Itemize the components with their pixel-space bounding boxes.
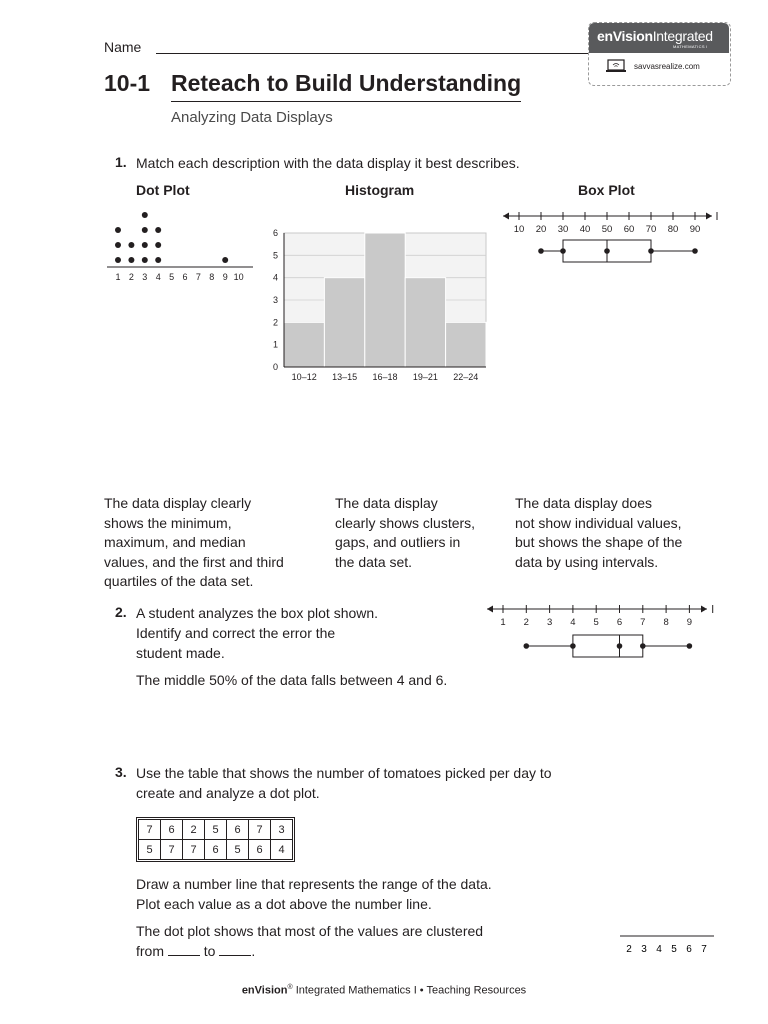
histogram-bar xyxy=(405,278,445,367)
histogram-x-tick-label: 10–12 xyxy=(291,372,317,382)
box-plot-point xyxy=(538,248,544,254)
box-plot-2-tick-label: 1 xyxy=(500,617,506,628)
histogram-y-tick-label: 1 xyxy=(272,339,278,350)
box-plot-2-tick-label: 4 xyxy=(570,617,576,628)
dot-plot-point xyxy=(128,257,134,263)
dot-plot-tick-label: 9 xyxy=(222,272,228,282)
dot-plot-point xyxy=(142,227,148,233)
box-plot-2-tick-label: 7 xyxy=(640,617,646,628)
box-plot-tick-label: 10 xyxy=(513,224,525,235)
box-plot-tick-label: 80 xyxy=(667,224,679,235)
histogram-bar xyxy=(284,322,324,367)
table-cell: 2 xyxy=(183,820,205,840)
histogram-bar xyxy=(446,322,486,367)
box-plot-2-point xyxy=(524,643,530,649)
histogram-y-tick-label: 6 xyxy=(272,228,278,238)
histogram-bar xyxy=(324,278,364,367)
box-plot-2-axis-arrow-left xyxy=(487,606,493,613)
lesson-number: 10-1 xyxy=(104,70,151,96)
box-plot-tick-label: 30 xyxy=(557,224,569,235)
table-cell: 6 xyxy=(161,820,183,840)
box-plot-tick-label: 70 xyxy=(645,224,657,235)
number-line-label: 3 xyxy=(641,944,647,955)
description-c: The data display does not show individual values, but shows the shape of the data by using intervals. xyxy=(515,495,683,570)
dot-plot-point xyxy=(115,242,121,248)
title-rule xyxy=(171,101,521,102)
box-plot-point xyxy=(648,248,654,254)
dot-plot-point xyxy=(222,257,228,263)
box-plot-2-point xyxy=(640,643,646,649)
dot-plot-point xyxy=(115,227,121,233)
table-cell: 6 xyxy=(227,820,249,840)
website-link[interactable]: savvasrealize.com xyxy=(634,62,700,71)
table-cell: 7 xyxy=(139,820,161,840)
page-footer: enVision® Integrated Mathematics I • Teaching Resources xyxy=(241,984,527,997)
table-cell: 5 xyxy=(227,840,249,860)
box-plot-2-box xyxy=(573,635,643,657)
dot-plot-tick-label: 2 xyxy=(128,272,134,282)
box-plot-title: Box Plot xyxy=(578,182,635,198)
box-plot-2-tick-label: 9 xyxy=(686,617,693,628)
table-cell: 5 xyxy=(205,820,227,840)
histogram-y-tick-label: 4 xyxy=(272,272,278,283)
question-3-cluster-statement: The dot plot shows that most of the values are clustered from to . xyxy=(136,923,484,959)
number-line-label: 4 xyxy=(656,944,662,955)
dot-plot-point xyxy=(115,257,121,263)
lesson-subtitle: Analyzing Data Displays xyxy=(171,109,333,126)
number-line-label: 5 xyxy=(671,944,677,955)
box-plot-axis-arrow-left xyxy=(503,213,509,220)
dot-plot-title: Dot Plot xyxy=(136,182,190,198)
table-cell: 6 xyxy=(249,840,271,860)
question-3-prompt: Use the table that shows the number of tomatoes picked per day to create and analyze a dot plot. xyxy=(136,765,552,801)
histogram-x-tick-label: 13–15 xyxy=(332,372,358,382)
box-plot-2-point xyxy=(687,643,693,649)
number-line-label: 2 xyxy=(626,944,632,955)
box-plot-2-point xyxy=(570,643,576,649)
answer-blank-to[interactable] xyxy=(219,943,251,956)
histogram-y-tick-label: 3 xyxy=(272,295,278,305)
number-line-label: 7 xyxy=(701,944,707,955)
histogram-x-tick-label: 16–18 xyxy=(372,372,398,382)
table-cell: 7 xyxy=(161,840,183,860)
dot-plot-tick-label: 8 xyxy=(209,272,215,282)
box-plot-point xyxy=(604,248,610,254)
dot-plot-tick-label: 7 xyxy=(195,272,201,282)
box-plot-2-tick-label: 2 xyxy=(523,617,529,628)
dot-plot-tick-label: 6 xyxy=(182,272,188,282)
box-plot-2-tick-label: 5 xyxy=(593,617,599,628)
box-plot-2-tick-label: 8 xyxy=(663,617,669,628)
lesson-title: Reteach to Build Understanding xyxy=(171,70,522,96)
histogram-bar xyxy=(365,233,405,367)
table-cell: 7 xyxy=(183,840,205,860)
question-2-prompt: A student analyzes the box plot shown. Identify and correct the error the student made. xyxy=(136,605,379,661)
box-plot-chart xyxy=(500,205,718,265)
dot-plot-tick-label: 1 xyxy=(115,272,121,282)
dot-plot-tick-label: 10 xyxy=(233,272,244,282)
dot-plot-point xyxy=(155,257,161,263)
envision-logo: enVisionIntegrated xyxy=(597,28,713,44)
question-2-claim: The middle 50% of the data falls between 4 and 6. xyxy=(136,672,448,688)
histogram-x-tick-label: 19–21 xyxy=(412,372,438,382)
histogram-chart xyxy=(262,222,494,387)
box-plot-2-point xyxy=(617,643,623,649)
table-cell: 7 xyxy=(249,820,271,840)
table-row xyxy=(139,820,293,840)
dot-plot-point xyxy=(155,227,161,233)
box-plot-2-tick-label: 3 xyxy=(546,617,553,628)
histogram-y-tick-label: 5 xyxy=(272,250,278,261)
description-b: The data display clearly shows clusters, gaps, and outliers in the data set. xyxy=(335,495,476,570)
box-plot-tick-label: 90 xyxy=(689,224,701,235)
histogram-y-tick-label: 0 xyxy=(272,362,278,372)
tomato-table xyxy=(136,817,295,862)
table-cell: 4 xyxy=(271,840,293,860)
question-2-number: 2. xyxy=(115,604,127,620)
dot-plot-point xyxy=(128,242,134,248)
dot-plot-point xyxy=(142,242,148,248)
box-plot-point xyxy=(560,248,566,254)
box-plot-point xyxy=(692,248,698,254)
histogram-title: Histogram xyxy=(345,182,415,198)
question-3-number: 3. xyxy=(115,764,127,780)
number-line-label: 6 xyxy=(686,944,692,955)
dot-plot-point xyxy=(155,242,161,248)
box-plot-2-tick-label: 6 xyxy=(616,617,623,628)
name-line xyxy=(156,53,588,54)
table-cell: 6 xyxy=(205,840,227,860)
question-3-instructions: Draw a number line that represents the range of the data. Plot each value as a dot above the number line. xyxy=(136,876,492,912)
box-plot-2-axis-arrow-right xyxy=(701,606,707,613)
question-1-number: 1. xyxy=(115,154,127,170)
dot-plot-chart xyxy=(105,205,255,287)
answer-blank-from[interactable] xyxy=(168,943,200,956)
box-plot-tick-label: 40 xyxy=(579,224,591,235)
table-cell: 5 xyxy=(139,840,161,860)
table-cell: 3 xyxy=(271,820,293,840)
small-number-line xyxy=(620,934,714,956)
box-plot-2-chart xyxy=(484,600,714,662)
dot-plot-point xyxy=(142,212,148,218)
histogram-x-tick-label: 22–24 xyxy=(453,372,479,382)
histogram-y-tick-label: 2 xyxy=(272,317,278,328)
dot-plot-point xyxy=(142,257,148,263)
dot-plot-tick-label: 4 xyxy=(155,272,161,282)
description-a: The data display clearly shows the minimum, maximum, and median values, and the first and third quartiles of the data set. xyxy=(104,495,284,589)
laptop-icon xyxy=(605,59,627,73)
box-plot-axis-arrow-right xyxy=(706,213,712,220)
box-plot-tick-label: 20 xyxy=(535,224,547,235)
dot-plot-tick-label: 5 xyxy=(169,272,175,282)
dot-plot-tick-label: 3 xyxy=(142,272,148,282)
question-1-prompt: Match each description with the data display it best describes. xyxy=(136,155,520,171)
logo-subtitle: MATHEMATICS I xyxy=(673,44,708,49)
table-row xyxy=(139,840,293,860)
name-label: Name xyxy=(104,39,142,55)
box-plot-tick-label: 60 xyxy=(623,224,635,235)
box-plot-tick-label: 50 xyxy=(601,224,613,235)
